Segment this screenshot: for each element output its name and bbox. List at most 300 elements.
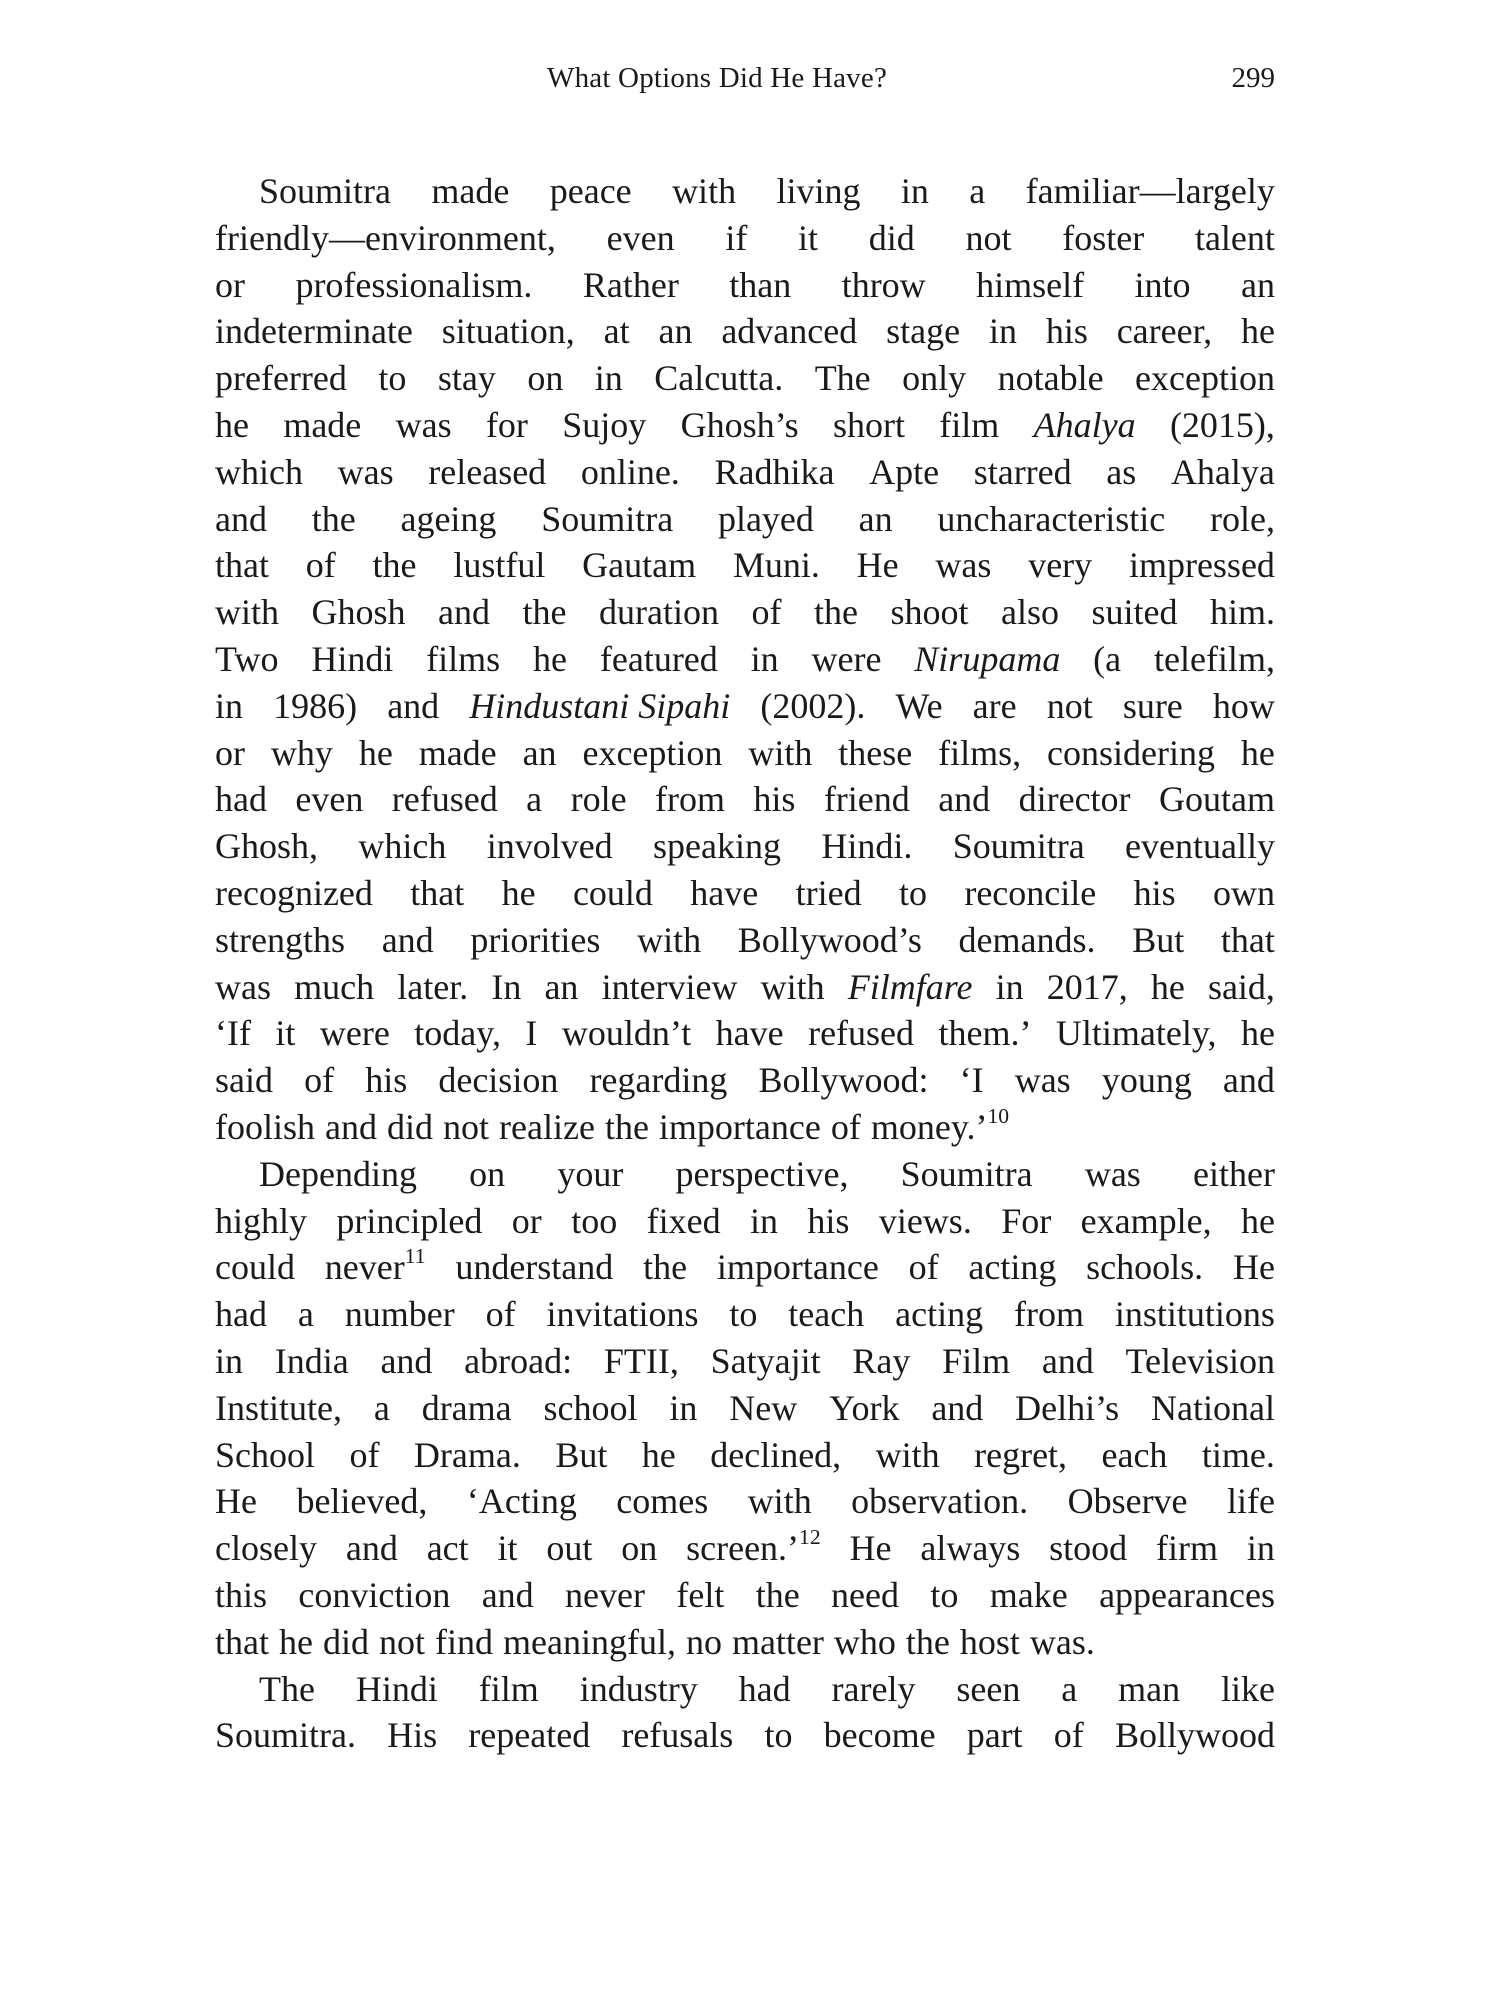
word: Television xyxy=(1125,1340,1275,1381)
word: with xyxy=(748,732,813,773)
word: an xyxy=(858,498,893,539)
text-line xyxy=(215,168,1275,215)
word: National xyxy=(1151,1387,1275,1428)
word: he xyxy=(1240,732,1275,773)
word: it xyxy=(275,1013,296,1054)
word: suited xyxy=(1091,592,1178,633)
word: have xyxy=(715,1013,784,1054)
word: released xyxy=(428,451,547,492)
word: with xyxy=(672,171,737,211)
word: time. xyxy=(1201,1434,1275,1475)
word: on xyxy=(621,1528,658,1569)
word: and xyxy=(380,1340,433,1381)
word: had xyxy=(738,1668,791,1709)
word: Ahalya xyxy=(1033,404,1136,445)
word: of xyxy=(830,1106,861,1147)
text-line xyxy=(215,1291,1275,1338)
text-line xyxy=(215,730,1275,777)
word: young xyxy=(1101,1060,1192,1101)
word: Gautam xyxy=(582,545,697,586)
text-line xyxy=(215,636,1275,683)
word: exception xyxy=(582,732,723,773)
text-line xyxy=(215,1010,1275,1057)
footnote-reference: 11 xyxy=(404,1244,426,1269)
word: acting xyxy=(895,1294,984,1335)
word: was xyxy=(337,451,394,492)
word: ‘If xyxy=(215,1013,251,1054)
word: Hindi xyxy=(311,638,394,679)
word: to xyxy=(378,358,407,399)
word: an xyxy=(1241,264,1275,305)
word: Drama. xyxy=(413,1434,521,1475)
text-line xyxy=(215,215,1275,262)
word: exception xyxy=(1135,358,1275,399)
text-line xyxy=(215,1712,1275,1759)
word: Calcutta. xyxy=(654,358,784,399)
word: comes xyxy=(616,1481,709,1522)
word: preferred xyxy=(215,358,347,399)
word: Soumitra. xyxy=(215,1715,356,1756)
word: We xyxy=(895,685,943,726)
word: Apte xyxy=(869,451,940,492)
word: felt xyxy=(676,1574,725,1615)
word: Soumitra xyxy=(952,826,1085,867)
word: perspective, xyxy=(675,1153,849,1194)
body-text xyxy=(215,168,1275,1759)
text-line xyxy=(215,1666,1275,1713)
word: was xyxy=(935,545,992,586)
text-line xyxy=(215,1244,1275,1291)
word: New xyxy=(729,1387,798,1428)
text-line xyxy=(215,1104,1275,1151)
word: made xyxy=(418,732,497,773)
word: in xyxy=(995,966,1024,1007)
word: need xyxy=(831,1574,900,1615)
word: Satyajit xyxy=(710,1340,821,1381)
word: a xyxy=(297,1294,314,1335)
word: shoot xyxy=(890,592,969,633)
word: it xyxy=(497,1528,518,1569)
word: with xyxy=(637,919,702,960)
text-line xyxy=(215,589,1275,636)
word: His xyxy=(387,1715,438,1756)
word: films xyxy=(426,638,501,679)
word: an xyxy=(544,966,579,1007)
word: in xyxy=(594,358,623,399)
word: he xyxy=(215,404,249,445)
word: with xyxy=(760,966,825,1007)
word: an xyxy=(522,732,557,773)
word: Hindi xyxy=(355,1668,438,1709)
word: Goutam xyxy=(1158,779,1275,820)
word: was xyxy=(1084,1153,1141,1194)
word: he xyxy=(358,732,393,773)
word: Film xyxy=(942,1340,1011,1381)
word: appearances xyxy=(1099,1574,1275,1615)
word: that xyxy=(410,872,465,913)
word: with xyxy=(747,1481,812,1522)
word: did xyxy=(322,1621,369,1662)
word: or xyxy=(215,264,245,305)
word: refused xyxy=(808,1013,915,1054)
running-header xyxy=(215,62,1275,102)
word: FTII, xyxy=(603,1340,679,1381)
word: or xyxy=(215,732,245,773)
word: own xyxy=(1212,872,1275,913)
word: was. xyxy=(1029,1621,1095,1662)
word: an xyxy=(658,311,693,352)
word: never$^{11}$ xyxy=(324,1244,426,1288)
word: indeterminate xyxy=(215,311,413,352)
word: his xyxy=(1133,872,1176,913)
word: foster xyxy=(1062,217,1145,258)
word: professionalism. xyxy=(295,264,533,305)
word: foolish xyxy=(215,1106,316,1147)
word: abroad: xyxy=(464,1340,573,1381)
word: York xyxy=(829,1387,900,1428)
word: example, xyxy=(1080,1200,1212,1241)
word: (a xyxy=(1093,638,1122,679)
word: conviction xyxy=(298,1574,451,1615)
word: regret, xyxy=(974,1434,1068,1475)
word: a xyxy=(526,779,543,820)
word: and xyxy=(1222,1060,1275,1101)
word: the xyxy=(813,592,858,633)
word: situation, xyxy=(441,311,575,352)
word: for xyxy=(485,404,528,445)
word: that xyxy=(215,545,269,586)
text-line xyxy=(215,1525,1275,1572)
word: Hindi. xyxy=(821,826,913,867)
word: in xyxy=(900,171,929,211)
word: Nirupama xyxy=(914,638,1061,679)
word: in xyxy=(988,311,1017,352)
word: his xyxy=(753,779,796,820)
word: refusals xyxy=(621,1715,734,1756)
text-line xyxy=(215,870,1275,917)
word: But xyxy=(1132,919,1185,960)
word: the xyxy=(604,1106,649,1147)
word: himself xyxy=(976,264,1085,305)
word: screen.’$^{12}$ xyxy=(686,1524,821,1569)
word: Ray xyxy=(852,1340,911,1381)
word: of xyxy=(349,1434,380,1475)
word: Two xyxy=(215,638,279,679)
word: matter xyxy=(731,1621,824,1662)
word: Soumitra xyxy=(900,1153,1033,1194)
word: which xyxy=(215,451,303,492)
word: of xyxy=(304,1060,335,1101)
page-number: 299 xyxy=(1231,62,1275,94)
word: have xyxy=(690,872,759,913)
word: demands. xyxy=(958,919,1096,960)
word: For xyxy=(1001,1200,1052,1241)
word: interview xyxy=(601,966,738,1007)
text-line xyxy=(215,1385,1275,1432)
word: reconcile xyxy=(964,872,1097,913)
word: telefilm, xyxy=(1153,638,1275,679)
word: priorities xyxy=(470,919,601,960)
word: had xyxy=(215,779,267,820)
word: number xyxy=(344,1294,455,1335)
word: duration xyxy=(599,592,719,633)
word: impressed xyxy=(1128,545,1275,586)
text-line xyxy=(215,355,1275,402)
word: out xyxy=(546,1528,593,1569)
word: regarding xyxy=(589,1060,728,1101)
word: In xyxy=(491,966,522,1007)
word: Rather xyxy=(582,264,679,305)
word: teach xyxy=(788,1294,865,1335)
word: and xyxy=(215,498,267,539)
word: Ghosh, xyxy=(215,826,319,867)
word: Muni. xyxy=(732,545,820,586)
word: repeated xyxy=(468,1715,591,1756)
word: Radhika xyxy=(714,451,835,492)
word: these xyxy=(838,732,913,773)
word: refused xyxy=(391,779,498,820)
word: ageing xyxy=(400,498,497,539)
word: the xyxy=(522,592,567,633)
text-line xyxy=(215,402,1275,449)
word: recognized xyxy=(215,872,373,913)
word: was xyxy=(215,966,271,1007)
word: (2002). xyxy=(760,685,866,726)
word: with xyxy=(215,592,280,633)
word: 1986) xyxy=(273,685,358,726)
word: Institute, xyxy=(215,1387,342,1428)
word: to xyxy=(764,1715,793,1756)
word: Ghosh xyxy=(311,592,406,633)
text-line xyxy=(215,1572,1275,1619)
word: at xyxy=(603,311,630,352)
word: either xyxy=(1193,1153,1275,1194)
word: are xyxy=(972,685,1017,726)
word: of xyxy=(908,1247,939,1288)
word: he xyxy=(1241,1013,1275,1054)
word: were xyxy=(319,1013,390,1054)
text-line xyxy=(215,542,1275,589)
word: very xyxy=(1028,545,1093,586)
word: firm xyxy=(1156,1528,1219,1569)
word: in xyxy=(669,1387,698,1428)
word: lustful xyxy=(453,545,546,586)
word: he xyxy=(1150,966,1185,1007)
word: the xyxy=(311,498,356,539)
text-line xyxy=(215,964,1275,1011)
word: act xyxy=(426,1528,469,1569)
word: the xyxy=(372,545,417,586)
text-line xyxy=(215,1478,1275,1525)
word: I xyxy=(525,1013,538,1054)
word: in xyxy=(750,638,779,679)
word: views. xyxy=(878,1200,972,1241)
word: Soumitra xyxy=(259,171,391,211)
word: notable xyxy=(997,358,1104,399)
word: rarely xyxy=(831,1668,916,1709)
word: friend xyxy=(823,779,910,820)
word: that xyxy=(1220,919,1275,960)
word: much xyxy=(294,966,375,1007)
word: and xyxy=(325,1106,377,1147)
word: later. xyxy=(397,966,469,1007)
word: money.’$^{10}$ xyxy=(870,1103,1010,1147)
word: decision xyxy=(438,1060,559,1101)
word: involved xyxy=(486,826,613,867)
word: was xyxy=(1014,1060,1071,1101)
word: from xyxy=(1013,1294,1084,1335)
word: believed, xyxy=(296,1481,428,1522)
word: considering xyxy=(1047,732,1216,773)
word: observation. xyxy=(851,1481,1029,1522)
word: meaningful, xyxy=(503,1621,676,1662)
word: from xyxy=(654,779,725,820)
word: friendly—environment, xyxy=(215,217,556,258)
word: which xyxy=(358,826,447,867)
word: wouldn’t xyxy=(561,1013,692,1054)
word: his xyxy=(807,1200,850,1241)
word: film xyxy=(939,404,1000,445)
text-line xyxy=(215,776,1275,823)
word: made xyxy=(283,404,362,445)
word: your xyxy=(557,1153,624,1194)
word: Bollywood: xyxy=(758,1060,929,1101)
word: He xyxy=(1232,1247,1275,1288)
word: uncharacteristic xyxy=(937,498,1166,539)
text-line xyxy=(215,1619,1275,1666)
word: did xyxy=(387,1106,434,1147)
footnote-reference: 12 xyxy=(799,1524,821,1549)
word: that xyxy=(215,1621,269,1662)
word: Observe xyxy=(1067,1481,1188,1522)
word: speaking xyxy=(653,826,781,867)
word: Ahalya xyxy=(1170,451,1275,492)
word: how xyxy=(1212,685,1275,726)
word: Ultimately, xyxy=(1055,1013,1217,1054)
text-line xyxy=(215,1338,1275,1385)
word: throw xyxy=(841,264,926,305)
word: and xyxy=(938,779,991,820)
word: to xyxy=(898,872,927,913)
text-line xyxy=(215,1432,1275,1479)
word: Soumitra xyxy=(541,498,674,539)
word: role xyxy=(570,779,627,820)
word: if xyxy=(725,217,748,258)
word: played xyxy=(717,498,814,539)
word: school xyxy=(543,1387,638,1428)
word: on xyxy=(469,1153,506,1194)
word: Delhi’s xyxy=(1015,1387,1120,1428)
word: He xyxy=(215,1481,257,1522)
word: (2015), xyxy=(1169,404,1275,445)
word: schools. xyxy=(1086,1247,1204,1288)
text-line xyxy=(215,823,1275,870)
word: of xyxy=(751,592,782,633)
word: could xyxy=(572,872,653,913)
word: fixed xyxy=(646,1200,721,1241)
word: stay xyxy=(437,358,496,399)
word: was xyxy=(395,404,452,445)
word: never xyxy=(565,1574,645,1615)
word: with xyxy=(875,1434,940,1475)
word: each xyxy=(1101,1434,1168,1475)
word: principled xyxy=(336,1200,483,1241)
word: Bollywood xyxy=(1114,1715,1275,1756)
word: not xyxy=(965,217,1012,258)
text-line xyxy=(215,1057,1275,1104)
word: understand xyxy=(455,1247,614,1288)
word: in xyxy=(1246,1528,1275,1569)
word: importance xyxy=(658,1106,821,1147)
word: the xyxy=(905,1621,950,1662)
word: who xyxy=(833,1621,896,1662)
text-line xyxy=(215,1198,1275,1245)
word: drama xyxy=(421,1387,512,1428)
word: The xyxy=(259,1668,315,1709)
word: online. xyxy=(580,451,680,492)
word: sure xyxy=(1122,685,1183,726)
word: not xyxy=(378,1621,425,1662)
word: man xyxy=(1118,1668,1181,1709)
word: starred xyxy=(973,451,1072,492)
word: seen xyxy=(956,1668,1021,1709)
word: to xyxy=(930,1574,959,1615)
word: and xyxy=(345,1528,398,1569)
word: his xyxy=(365,1060,408,1101)
text-line xyxy=(215,308,1275,355)
word: He xyxy=(856,545,899,586)
word: he xyxy=(1241,1200,1275,1241)
word: and xyxy=(931,1387,984,1428)
word: he xyxy=(501,872,536,913)
word: in xyxy=(215,685,244,726)
word: he xyxy=(641,1434,676,1475)
word: he xyxy=(278,1621,313,1662)
word: even xyxy=(295,779,364,820)
text-line xyxy=(215,449,1275,496)
word: always xyxy=(920,1528,1021,1569)
word: School xyxy=(215,1434,316,1475)
word: role, xyxy=(1210,498,1275,539)
word: of xyxy=(305,545,336,586)
word: and xyxy=(381,919,434,960)
word: made xyxy=(431,171,510,211)
word: eventually xyxy=(1125,826,1275,867)
word: to xyxy=(729,1294,758,1335)
word: than xyxy=(729,264,792,305)
word: India xyxy=(274,1340,349,1381)
word: highly xyxy=(215,1200,308,1241)
word: director xyxy=(1018,779,1131,820)
word: a xyxy=(969,171,986,211)
word: Ghosh’s xyxy=(680,404,799,445)
word: the xyxy=(755,1574,800,1615)
word: this xyxy=(215,1574,268,1615)
text-line xyxy=(215,917,1275,964)
word: Sujoy xyxy=(562,404,647,445)
word: and xyxy=(387,685,440,726)
running-title: What Options Did He Have? xyxy=(547,62,888,94)
word: invitations xyxy=(546,1294,699,1335)
word: why xyxy=(270,732,333,773)
word: strengths xyxy=(215,919,345,960)
word: were xyxy=(811,638,882,679)
word: life xyxy=(1226,1481,1275,1522)
word: declined, xyxy=(710,1434,842,1475)
word: his xyxy=(1045,311,1088,352)
word: realize xyxy=(499,1106,595,1147)
word: 2017, xyxy=(1046,966,1128,1007)
